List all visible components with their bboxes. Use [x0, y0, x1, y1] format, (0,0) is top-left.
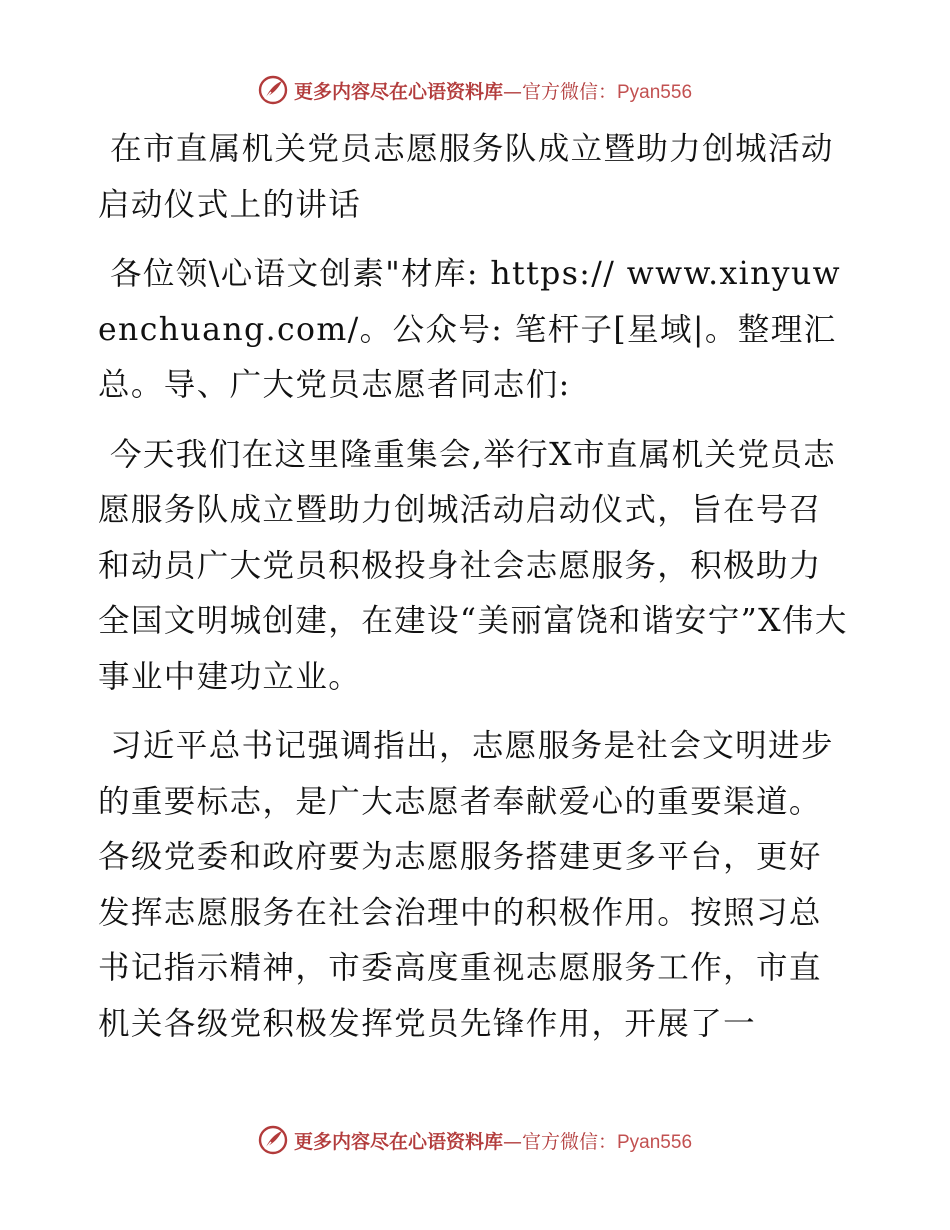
watermark-banner-bottom	[0, 1120, 950, 1160]
watermark-dash: —	[502, 80, 522, 103]
paragraph-1: 各位领\心语文创素"材库: https:// www.xinyuwenchuang.com/。公众号: 笔杆子[星域|。整理汇总。导、广大党员志愿者同志们:	[98, 256, 842, 403]
watermark-brand: 更多内容尽在心语资料库	[293, 80, 503, 103]
paragraph-2: 今天我们在这里隆重集会,举行X市直属机关党员志愿服务队成立暨助力创城活动启动仪式，旨在号召和动员广大党员积极投身社会志愿服务，积极助力全国文明城创建，在建设“美丽富饶和谐安宁”X伟大事业中建功立业。	[98, 436, 848, 695]
watermark-brand: 更多内容尽在心语资料库	[293, 1130, 503, 1153]
watermark-dash: —	[502, 1130, 522, 1153]
watermark-wechat-id: Pyan556	[617, 1131, 693, 1153]
watermark-text	[294, 1127, 692, 1154]
document-body	[98, 122, 850, 1066]
document-title: 在市直属机关党员志愿服务队成立暨助力创城活动启动仪式上的讲话	[98, 131, 834, 223]
paragraph-3: 习近平总书记强调指出，志愿服务是社会文明进步的重要标志，是广大志愿者奉献爱心的重要渠道。各级党委和政府要为志愿服务搭建更多平台，更好发挥志愿服务在社会治理中的积极作用。按照习总书记指示精神，市委高度重视志愿服务工作，市直机关各级党积极发挥党员先锋作用，开展了一	[98, 728, 834, 1042]
feather-pen-icon	[258, 75, 288, 105]
watermark-wechat-label: 官方微信：	[521, 1130, 617, 1153]
watermark-banner-top	[0, 70, 950, 110]
feather-pen-icon	[258, 1125, 288, 1155]
watermark-wechat-id: Pyan556	[617, 81, 693, 103]
watermark-text	[294, 77, 692, 104]
watermark-wechat-label: 官方微信：	[521, 80, 617, 103]
